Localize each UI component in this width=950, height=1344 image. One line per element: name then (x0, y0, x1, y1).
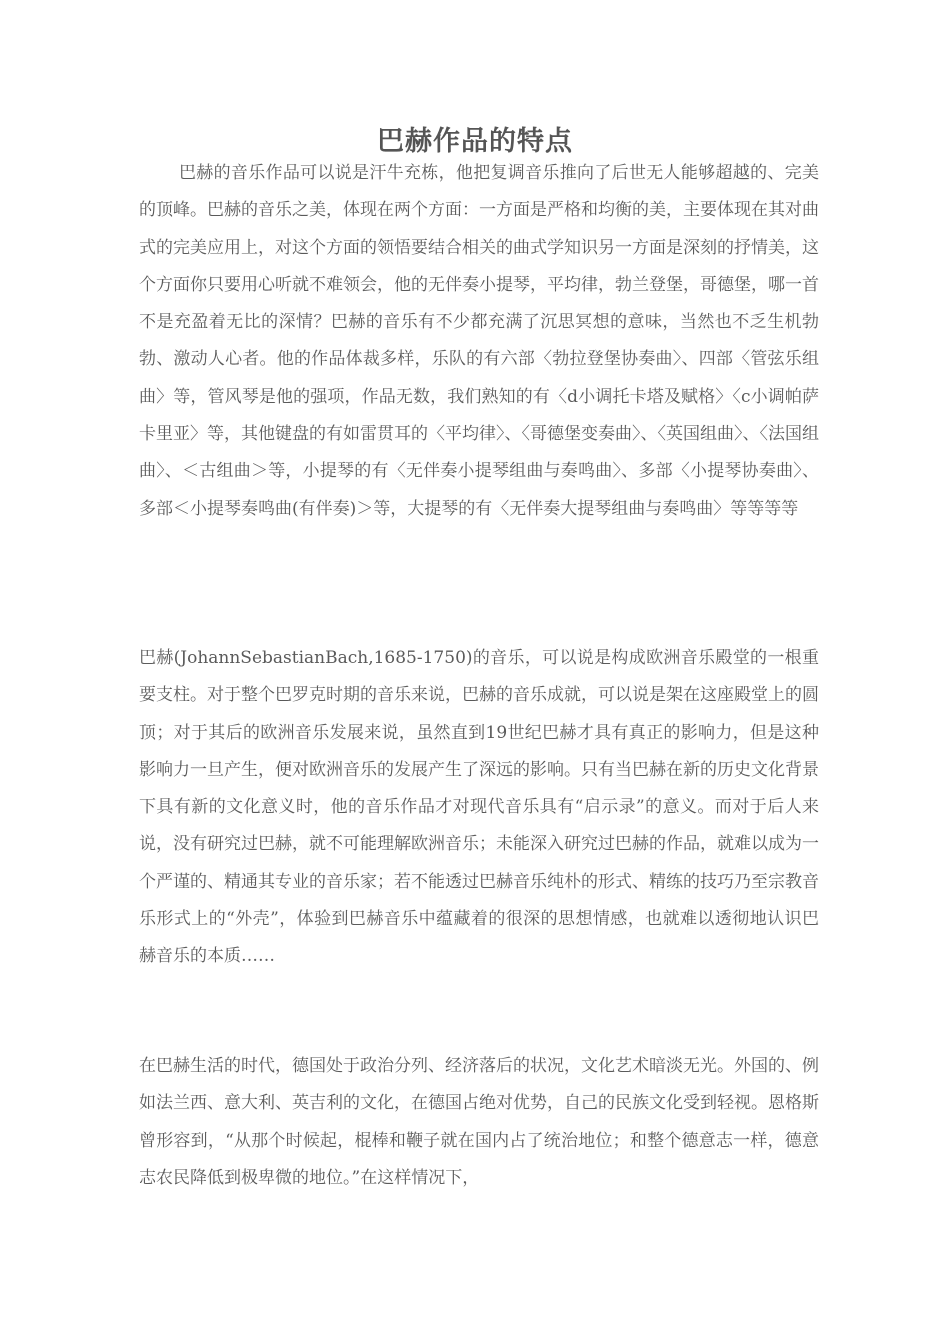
paragraph-bach-influence: 巴赫(JohannSebastianBach,1685-1750)的音乐，可以说是构成欧洲音乐殿堂的一根重要支柱。对于整个巴罗克时期的音乐来说，巴赫的音乐成就，可以说是架在这座殿堂上的圆顶；对于其后的欧洲音乐发展来说，虽然直到19世纪巴赫才具有真正的影响力，但是这种影响力一旦产生，便对欧洲音乐的发展产生了深远的影响。只有当巴赫在新的历史文化背景下具有新的文化意义时，他的音乐作品才对现代音乐具有“启示录”的意义。而对于后人来说，没有研究过巴赫，就不可能理解欧洲音乐；未能深入研究过巴赫的作品，就难以成为一个严谨的、精通其专业的音乐家；若不能透过巴赫音乐纯朴的形式、精练的技巧乃至宗教音乐形式上的“外壳”，体验到巴赫音乐中蕴藏着的很深的思想情感，也就难以透彻地认识巴赫音乐的本质…… (139, 648, 819, 967)
paragraph-works-overview: 巴赫的音乐作品可以说是汗牛充栋，他把复调音乐推向了后世无人能够超越的、完美的顶峰。巴赫的音乐之美，体现在两个方面：一方面是严格和均衡的美，主要体现在其对曲式的完美应用上，对这个方面的领悟要结合相关的曲式学知识另一方面是深刻的抒情美，这个方面你只要用心听就不难领会，他的无伴奏小提琴，平均律，勃兰登堡，哥德堡，哪一首不是充盈着无比的深情？巴赫的音乐有不少都充满了沉思冥想的意味，当然也不乏生机勃勃、激动人心者。他的作品体裁多样，乐队的有六部〈勃拉登堡协奏曲〉、四部〈管弦乐组曲〉等，管风琴是他的强项，作品无数，我们熟知的有〈d小调托卡塔及赋格〉〈c小调帕萨卡里亚〉等，其他键盘的有如雷贯耳的〈平均律〉、〈哥德堡变奏曲〉、〈英国组曲〉、〈法国组曲〉、＜古组曲＞等，小提琴的有〈无伴奏小提琴组曲与奏鸣曲〉、多部〈小提琴协奏曲〉、多部＜小提琴奏鸣曲(有伴奏)＞等，大提琴的有〈无伴奏大提琴组曲与奏鸣曲〉等等等等 (139, 163, 819, 519)
paragraph-historical-context: 在巴赫生活的时代，德国处于政治分列、经济落后的状况，文化艺术暗淡无光。外国的、例如法兰西、意大利、英吉利的文化，在德国占绝对优势，自己的民族文化受到轻视。恩格斯曾形容到，“从那个时候起，棍棒和鞭子就在国内占了统治地位；和整个德意志一样，德意志农民降低到极卑微的地位。”在这样情况下， (139, 1056, 819, 1188)
page-title: 巴赫作品的特点 (377, 126, 573, 158)
